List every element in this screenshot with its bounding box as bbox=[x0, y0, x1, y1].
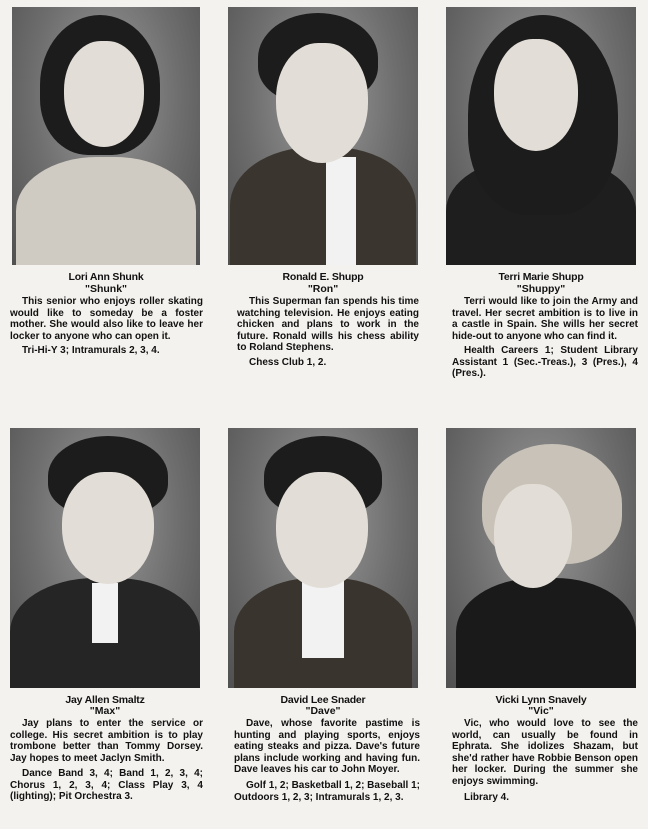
student-name: Jay Allen Smaltz bbox=[65, 694, 145, 706]
student-bio: Dave, whose favorite pastime is hunting and playing sports, enjoys eating steaks and pizza. Dave's future plans include working and having fun. Dave leaves his car to John Moyer. bbox=[234, 718, 420, 776]
student-bio: Jay plans to enter the service or college. His secret ambition is to play trombone better than Tommy Dorsey. Jay hopes to meet Jaclyn Smith. bbox=[10, 718, 203, 764]
student-activities: Health Careers 1; Student Library Assistant 1 (Sec.-Treas.), 3 (Pres.), 4 (Pres.). bbox=[452, 345, 638, 380]
student-nickname: "Vic" bbox=[528, 705, 554, 717]
student-name: David Lee Snader bbox=[280, 694, 366, 706]
portrait-photo bbox=[10, 428, 200, 688]
student-activities: Golf 1, 2; Basketball 1, 2; Baseball 1; Outdoors 1, 2, 3; Intramurals 1, 2, 3. bbox=[234, 780, 420, 803]
student-name: Ronald E. Shupp bbox=[282, 271, 364, 283]
student-nickname: "Shunk" bbox=[84, 283, 128, 295]
portrait-photo bbox=[12, 7, 200, 265]
student-name: Vicki Lynn Snavely bbox=[495, 694, 587, 706]
student-nickname: "Ron" bbox=[307, 283, 339, 295]
student-name: Lori Ann Shunk bbox=[68, 271, 144, 283]
student-activities: Dance Band 3, 4; Band 1, 2, 3, 4; Chorus 1, 2, 3, 4; Class Play 3, 4 (lighting); Pit Orchestra 3. bbox=[10, 768, 203, 803]
student-activities: Chess Club 1, 2. bbox=[249, 357, 327, 368]
student-activities: Library 4. bbox=[464, 792, 510, 803]
student-nickname: "Dave" bbox=[305, 705, 341, 717]
student-nickname: "Shuppy" bbox=[516, 283, 566, 295]
student-nickname: "Max" bbox=[89, 705, 121, 717]
student-activities: Tri-Hi-Y 3; Intramurals 2, 3, 4. bbox=[22, 345, 160, 356]
portrait-photo bbox=[446, 428, 636, 688]
student-bio: Vic, who would love to see the world, can usually be found in Ephrata. She idolizes Shazam, but she'd rather have Robbie Benson open her locker. During the summer she enjoys swimming. bbox=[452, 718, 638, 787]
portrait-photo bbox=[228, 428, 418, 688]
student-bio: Terri would like to join the Army and travel. Her secret ambition is to live in a castle in Spain. She wills her secret hide-out to anyone who can find it. bbox=[452, 296, 638, 342]
student-bio: This senior who enjoys roller skating would like to someday be a foster mother. She would also like to leave her locker to anyone who can open it. bbox=[10, 296, 203, 342]
portrait-photo bbox=[228, 7, 418, 265]
portrait-photo bbox=[446, 7, 636, 265]
student-bio: This Superman fan spends his time watching television. He enjoys eating chicken and plans to work in the future. Ronald wills his chess ability to Roland Stephens. bbox=[237, 296, 419, 354]
student-name: Terri Marie Shupp bbox=[498, 271, 584, 283]
